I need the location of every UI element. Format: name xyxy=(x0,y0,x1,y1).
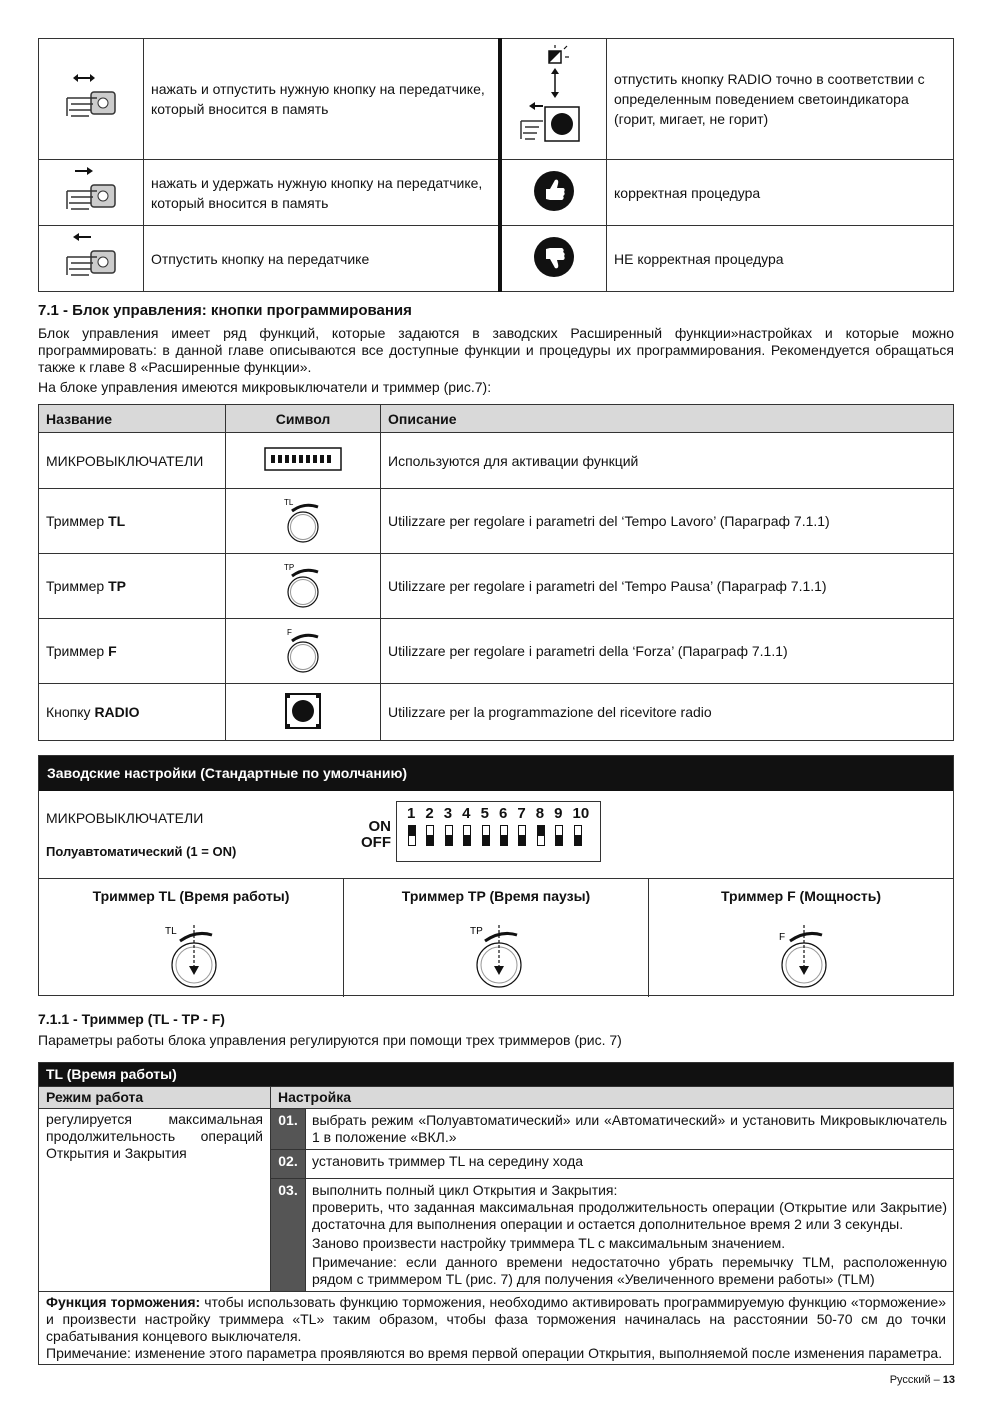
trimmer-label: TP xyxy=(470,926,483,937)
row-name-text: Триммер xyxy=(46,643,109,659)
legend-row xyxy=(39,39,954,160)
table-row xyxy=(39,554,954,619)
trimmer-label: F xyxy=(779,932,786,943)
dip-switch-lever xyxy=(555,825,563,846)
dip-switch-lever xyxy=(574,825,582,846)
row-name xyxy=(39,684,226,741)
thumbs-up-icon xyxy=(500,160,607,226)
column-header: Режим работа xyxy=(39,1087,271,1109)
row-name xyxy=(39,433,226,489)
dip-switch-lever xyxy=(445,825,453,846)
mode-text: регулируется максимальная продолжительность операций Открытия и Закрытия xyxy=(39,1109,271,1292)
radio-button-led-icon xyxy=(500,39,607,160)
controls-table xyxy=(38,404,954,741)
legend-text: корректная процедура xyxy=(607,160,954,226)
brake-note xyxy=(39,1292,954,1365)
off-label: OFF xyxy=(361,834,391,851)
dip-switch-number: 7 xyxy=(517,805,526,822)
trimmer-label: TP xyxy=(284,562,295,572)
row-name-text: Триммер xyxy=(46,578,109,594)
table-row xyxy=(39,619,954,684)
thumbs-down-icon xyxy=(500,226,607,292)
page-footer xyxy=(890,1374,955,1386)
step-text xyxy=(306,1179,954,1292)
paragraph: Параметры работы блока управления регулируются при помощи трех триммеров (рис. 7) xyxy=(38,1032,622,1048)
table-row xyxy=(39,684,954,741)
dip-switch-number: 9 xyxy=(554,805,563,822)
table-row xyxy=(39,433,954,489)
legend-text: отпустить кнопку RADIO точно в соответствии с определенным поведением светоиндикатора (горит, мигает, не горит) xyxy=(607,39,954,160)
dip-switch-row xyxy=(407,806,597,858)
table-row xyxy=(39,1109,954,1150)
dip-switch-lever xyxy=(518,825,526,846)
dip-switch-number: 6 xyxy=(498,805,508,822)
row-desc: Utilizzare per regolare i parametri del ‘Tempo Pausa’ (Параграф 7.1.1) xyxy=(381,554,954,619)
row-name-bold: RADIO xyxy=(94,704,140,720)
row-name-text: Триммер xyxy=(46,513,109,529)
dip-switch-lever xyxy=(482,825,490,846)
column-header: Описание xyxy=(381,405,954,433)
hand-press-release-icon xyxy=(39,39,144,160)
note-text: Примечание: изменение этого параметра проявляются во время первой операции Открытия, выполняемой после изменения параметра. xyxy=(46,1345,943,1361)
dip-switch xyxy=(407,806,425,858)
dip-switch xyxy=(444,806,462,858)
dip-switch-lever xyxy=(537,825,545,846)
step-line: проверить, что заданная максимальная продолжительность операции (Открытие или Закрытие) достаточна для выполнения операции и остается дополнительное время 2 или 3 секунды. xyxy=(312,1199,947,1232)
dip-switch-number: 3 xyxy=(443,805,453,822)
trimmer-title: Триммер F (Мощность) xyxy=(721,888,881,904)
table-header-row xyxy=(39,1087,954,1109)
row-name xyxy=(39,554,226,619)
trimmer-dial-icon xyxy=(461,919,531,992)
table-header-row xyxy=(39,405,954,433)
row-name-bold: TP xyxy=(108,578,126,594)
dip-switch xyxy=(536,806,554,858)
row-name-text: Кнопку xyxy=(46,704,95,720)
section-title: 7.1.1 - Триммер (TL - TP - F) xyxy=(38,1011,225,1027)
legend-table xyxy=(38,38,954,292)
dip-switch-number: 1 xyxy=(407,805,416,822)
panel-title: Заводские настройки (Стандартные по умолчанию) xyxy=(39,756,953,791)
row-desc: Utilizzare per regolare i parametri del ‘Tempo Lavoro’ (Параграф 7.1.1) xyxy=(381,489,954,554)
column-header: Настройка xyxy=(271,1087,954,1109)
page-number: 13 xyxy=(942,1374,955,1386)
dip-switch xyxy=(499,806,517,858)
trimmer-tl-panel xyxy=(39,879,344,997)
column-header: Символ xyxy=(226,405,381,433)
row-name-bold: F xyxy=(108,643,117,659)
legend-text: нажать и отпустить нужную кнопку на передатчике, который вносится в память xyxy=(144,39,501,160)
dip-switch-number: 10 xyxy=(572,805,590,822)
table-row xyxy=(39,489,954,554)
table-title: TL (Время работы) xyxy=(39,1063,954,1087)
row-desc: Utilizzare per regolare i parametri della ‘Forza’ (Параграф 7.1.1) xyxy=(381,619,954,684)
legend-text: НЕ корректная процедура xyxy=(607,226,954,292)
dip-switch-number: 4 xyxy=(462,805,471,822)
trimmer-tp-icon xyxy=(226,554,381,619)
dip-switch xyxy=(481,806,499,858)
dip-switch xyxy=(554,806,572,858)
dip-switch-lever xyxy=(426,825,434,846)
legend-text: Отпустить кнопку на передатчике xyxy=(144,226,501,292)
dip-switch xyxy=(573,806,597,858)
legend-text: нажать и удержать нужную кнопку на передатчике, который вносится в память xyxy=(144,160,501,226)
dip-switch-lever xyxy=(500,825,508,846)
hand-press-hold-icon xyxy=(39,160,144,226)
dip-switch xyxy=(425,806,443,858)
dip-switch-number: 2 xyxy=(425,805,434,822)
dip-switch xyxy=(462,806,480,858)
step-number: 02. xyxy=(271,1150,306,1179)
table-row xyxy=(39,1292,954,1365)
brake-label: Функция торможения: xyxy=(46,1294,201,1310)
trimmer-tl-icon xyxy=(226,489,381,554)
tl-table xyxy=(38,1062,954,1365)
factory-settings-panel xyxy=(38,755,954,996)
trimmer-label: F xyxy=(287,627,292,637)
step-text xyxy=(306,1150,954,1179)
hand-release-icon xyxy=(39,226,144,292)
dip-switch xyxy=(517,806,535,858)
radio-button-icon xyxy=(226,684,381,741)
step-line: Примечание: если данного времени недостаточно убрать перемычку TLM, расположенную рядом с триммером TL (рис. 7) для получения «Увеличенного времени работы» (TLM) xyxy=(312,1254,947,1287)
step-line: Заново произвести настройку триммера TL с максимальным значением. xyxy=(312,1235,786,1251)
trimmer-f-icon xyxy=(226,619,381,684)
step-text xyxy=(306,1109,954,1150)
legend-row xyxy=(39,226,954,292)
step-number: 01. xyxy=(271,1109,306,1150)
row-name-bold: TL xyxy=(108,513,126,529)
legend-row xyxy=(39,160,954,226)
dip-switch-icon xyxy=(226,433,381,489)
column-header: Название xyxy=(39,405,226,433)
paragraph: На блоке управления имеются микровыключатели и триммер (рис.7): xyxy=(38,379,492,395)
step-number: 03. xyxy=(271,1179,306,1292)
row-name xyxy=(39,489,226,554)
step-line: установить триммер TL на середину хода xyxy=(312,1153,584,1169)
footer-language: Русский – xyxy=(889,1374,943,1386)
trimmer-dial-icon xyxy=(766,919,836,992)
trimmer-dial-icon xyxy=(156,919,226,992)
on-off-labels xyxy=(357,819,391,851)
dip-switch-number: 8 xyxy=(535,805,545,822)
trimmer-label: TL xyxy=(284,497,294,507)
row-desc: Utilizzare per la programmazione del ricevitore radio xyxy=(381,684,954,741)
paragraph: Блок управления имеет ряд функций, которые задаются в заводских Расширенный функции»настройках и которые можно программировать: в данной главе описываются все доступные функции и процедуры их программирования. Рекомендуется обращаться также к главе 8 «Расширенные функции». xyxy=(38,325,954,375)
trimmer-title: Триммер TL (Время работы) xyxy=(92,888,290,904)
mode-label: Полуавтоматический (1 = ON) xyxy=(46,844,237,859)
dip-switch-lever xyxy=(463,825,471,846)
dip-switch-number: 5 xyxy=(480,805,489,822)
dip-switch-block xyxy=(396,801,601,862)
trimmer-title: Триммер TP (Время паузы) xyxy=(401,888,591,904)
section-title: 7.1 - Блок управления: кнопки программирования xyxy=(38,302,412,319)
row-name xyxy=(39,619,226,684)
trimmer-label: TL xyxy=(165,926,177,937)
row-name-text: МИКРОВЫКЛЮЧАТЕЛИ xyxy=(46,452,204,469)
table-title-row xyxy=(39,1063,954,1087)
dip-switch-lever xyxy=(408,825,416,846)
trimmer-panels xyxy=(39,878,953,997)
trimmer-tp-panel xyxy=(344,879,649,997)
step-line: выполнить полный цикл Открытия и Закрытия: xyxy=(312,1182,618,1198)
dip-label: МИКРОВЫКЛЮЧАТЕЛИ xyxy=(46,810,204,826)
step-line: выбрать режим «Полуавтоматический» или «Автоматический» и установить Микровыключатель 1 в положение «ВКЛ.» xyxy=(312,1112,947,1145)
row-desc: Используются для активации функций xyxy=(381,433,954,489)
on-label: ON xyxy=(368,818,391,835)
brake-text: чтобы использовать функцию торможения, необходимо активировать программируемую функцию «торможение» и произвести настройку триммера «TL» таким образом, чтобы фаза торможения начиналась на расстоянии 50-70 см до точки срабатывания концевого выключателя. xyxy=(46,1294,946,1344)
trimmer-f-panel xyxy=(649,879,953,997)
